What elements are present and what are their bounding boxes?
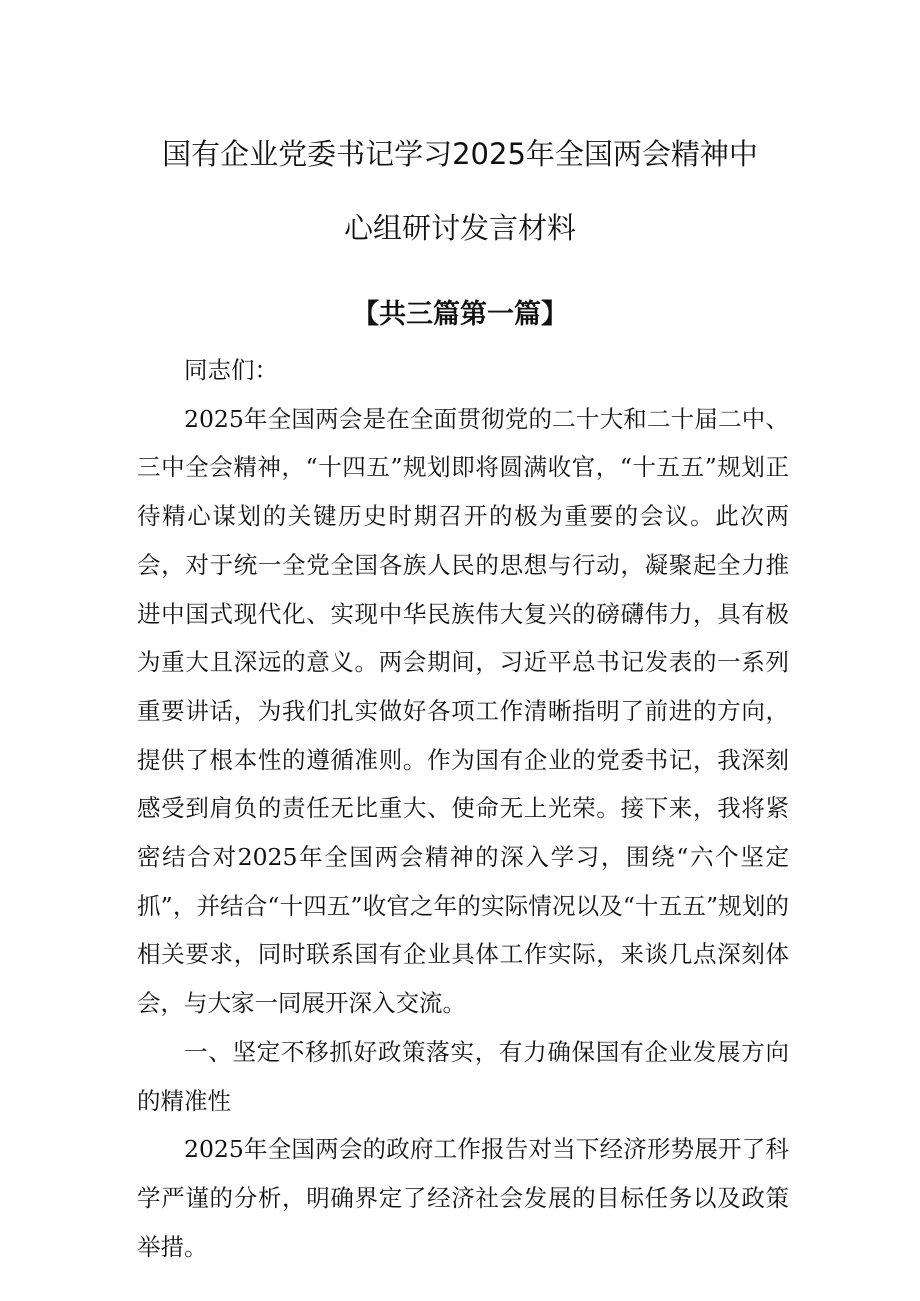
document-title-line-1: 国有企业党委书记学习2025年全国两会精神中 xyxy=(162,137,758,171)
intro-paragraph: 2025年全国两会是在全面贯彻党的二十大和二十届二中、三中全会精神，“十四五”规划即将圆满收官，“十五五”规划正待精心谋划的关键历史时期召开的极为重要的会议。此次两会，对于统一全党全国各族人民的思想与行动，凝聚起全力推进中国式现代化、实现中华民族伟大复兴的磅礴伟力，具有极为重大且深远的意义。两会期间，习近平总书记发表的一系列重要讲话，为我们扎实做好各项工作清晰指明了前进的方向，提供了根本性的遵循准则。作为国有企业的党委书记，我深刻感受到肩负的责任无比重大、使命无上光荣。接下来，我将紧密结合对2025年全国两会精神的深入学习，围绕“六个坚定抓”，并结合“十四五”收官之年的实际情况以及“十五五”规划的相关要求，同时联系国有企业具体工作实际，来谈几点深刻体会，与大家一同展开深入交流。 xyxy=(137,404,789,1018)
section-1-paragraph: 2025年全国两会的政府工作报告对当下经济形势展开了科学严谨的分析，明确界定了经济社会发展的目标任务以及政策举措。 xyxy=(137,1135,789,1261)
document-subtitle: 【共三篇第一篇】 xyxy=(352,299,568,330)
salutation-paragraph: 同志们： xyxy=(184,356,278,384)
document-body xyxy=(137,346,789,1271)
section-heading-1: 一、坚定不移抓好政策落实，有力确保国有企业发展方向的精准性 xyxy=(137,1037,789,1115)
document-title-line-2: 心组研讨发言材料 xyxy=(343,211,576,245)
